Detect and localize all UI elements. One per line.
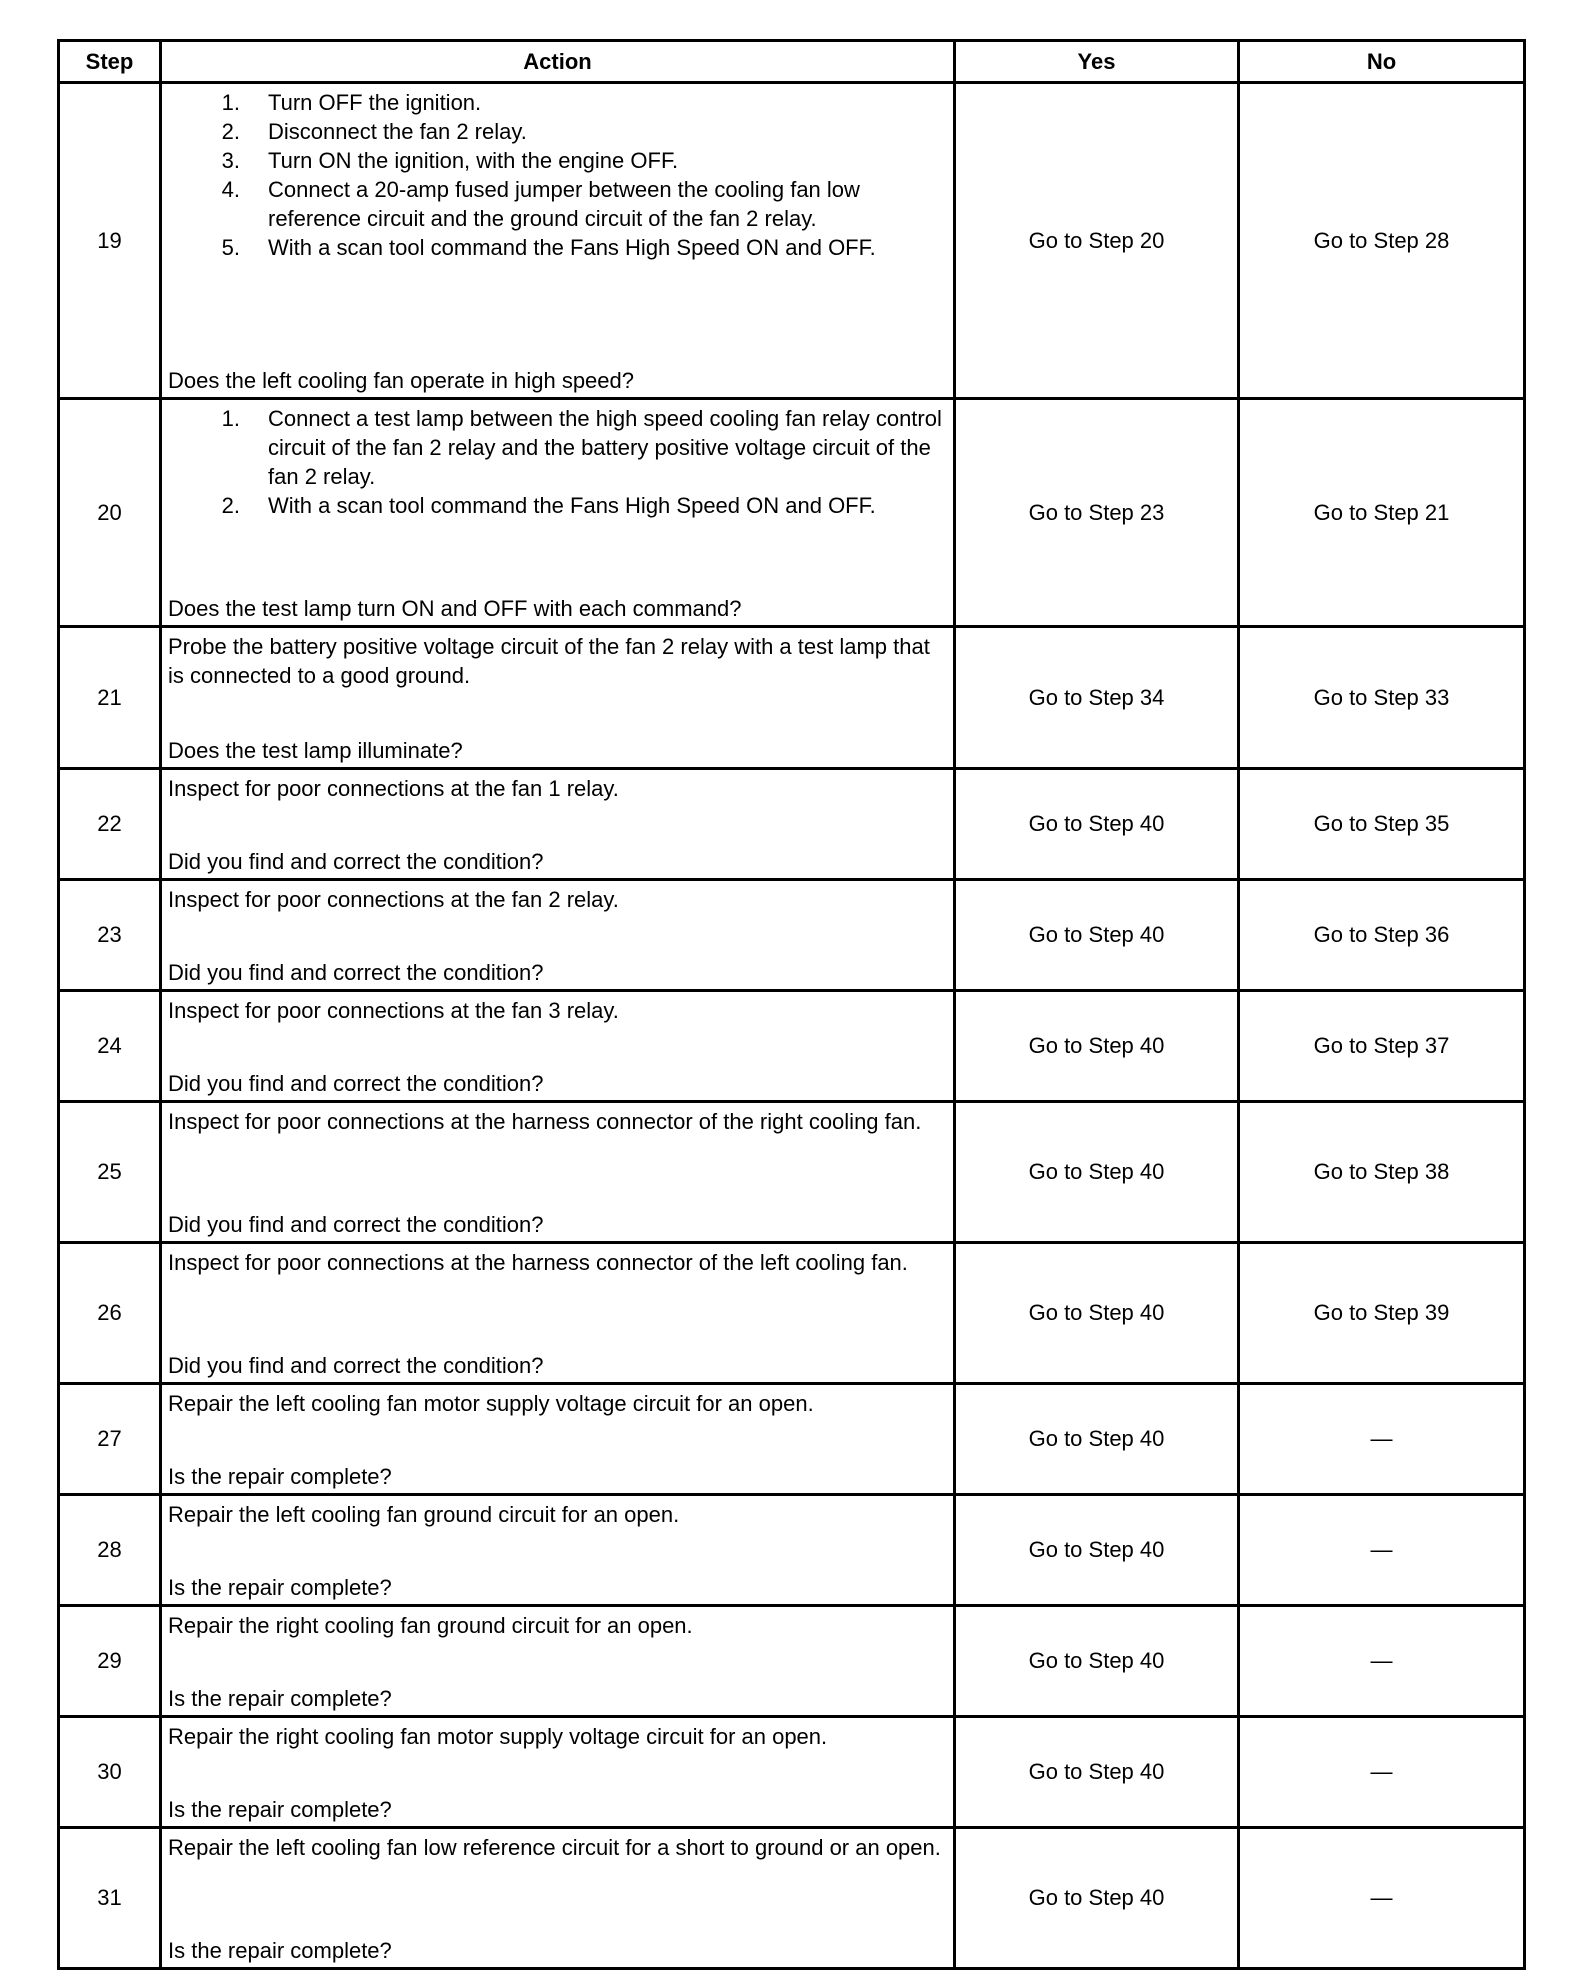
action-instructions bbox=[168, 1389, 947, 1418]
list-item-number: 4. bbox=[221, 177, 240, 202]
action-content bbox=[162, 400, 953, 625]
action-question: Is the repair complete? bbox=[168, 1938, 392, 1963]
list-item-text: Connect a test lamp between the high speed cooling fan relay control circuit of the fan 2 relay and the battery positive voltage circuit of the fan 2 relay. bbox=[268, 406, 942, 489]
action-cell bbox=[161, 1243, 955, 1384]
header-action: Action bbox=[161, 41, 955, 83]
no-result: Go to Step 38 bbox=[1239, 1102, 1525, 1243]
action-instructions bbox=[168, 1248, 947, 1277]
table-row bbox=[59, 83, 1525, 399]
list-item bbox=[168, 491, 947, 520]
table-row bbox=[59, 1243, 1525, 1384]
action-step-list bbox=[168, 404, 947, 520]
action-intro: Inspect for poor connections at the fan 2 relay. bbox=[168, 887, 619, 912]
table-row bbox=[59, 1384, 1525, 1495]
yes-result: Go to Step 34 bbox=[955, 627, 1239, 769]
step-number: 23 bbox=[59, 880, 161, 991]
list-item-text: Turn OFF the ignition. bbox=[268, 90, 482, 115]
action-cell bbox=[161, 880, 955, 991]
action-question: Does the left cooling fan operate in high speed? bbox=[168, 368, 634, 393]
action-question: Is the repair complete? bbox=[168, 1686, 392, 1711]
action-content bbox=[162, 628, 953, 767]
action-content bbox=[162, 84, 953, 397]
action-question: Did you find and correct the condition? bbox=[168, 1353, 544, 1378]
list-item bbox=[168, 88, 947, 117]
yes-result: Go to Step 40 bbox=[955, 991, 1239, 1102]
action-instructions bbox=[168, 88, 947, 262]
step-number: 24 bbox=[59, 991, 161, 1102]
list-item-text: Connect a 20-amp fused jumper between the cooling fan low reference circuit and the ground circuit of the fan 2 relay. bbox=[268, 177, 860, 231]
no-result: Go to Step 36 bbox=[1239, 880, 1525, 991]
action-intro: Repair the left cooling fan motor supply voltage circuit for an open. bbox=[168, 1391, 814, 1416]
no-result: — bbox=[1239, 1384, 1525, 1495]
list-item bbox=[168, 175, 947, 233]
step-number: 29 bbox=[59, 1606, 161, 1717]
list-item bbox=[168, 233, 947, 262]
action-question: Did you find and correct the condition? bbox=[168, 1071, 544, 1096]
action-cell bbox=[161, 1717, 955, 1828]
no-result: Go to Step 35 bbox=[1239, 769, 1525, 880]
step-number: 22 bbox=[59, 769, 161, 880]
step-number: 31 bbox=[59, 1828, 161, 1969]
action-question: Does the test lamp turn ON and OFF with each command? bbox=[168, 596, 742, 621]
yes-result: Go to Step 20 bbox=[955, 83, 1239, 399]
action-intro: Inspect for poor connections at the fan 3 relay. bbox=[168, 998, 619, 1023]
step-number: 27 bbox=[59, 1384, 161, 1495]
yes-result: Go to Step 40 bbox=[955, 1717, 1239, 1828]
yes-result: Go to Step 40 bbox=[955, 880, 1239, 991]
action-instructions bbox=[168, 1107, 947, 1136]
action-content bbox=[162, 1103, 953, 1241]
no-result: Go to Step 28 bbox=[1239, 83, 1525, 399]
list-item-number: 3. bbox=[221, 148, 240, 173]
action-content bbox=[162, 1244, 953, 1382]
action-instructions bbox=[168, 885, 947, 914]
table-row bbox=[59, 627, 1525, 769]
table-row bbox=[59, 880, 1525, 991]
action-question: Is the repair complete? bbox=[168, 1464, 392, 1489]
action-question: Did you find and correct the condition? bbox=[168, 849, 544, 874]
action-cell bbox=[161, 627, 955, 769]
step-number: 26 bbox=[59, 1243, 161, 1384]
no-result: Go to Step 21 bbox=[1239, 399, 1525, 627]
table-row bbox=[59, 1828, 1525, 1969]
action-question: Is the repair complete? bbox=[168, 1575, 392, 1600]
step-number: 19 bbox=[59, 83, 161, 399]
yes-result: Go to Step 40 bbox=[955, 1102, 1239, 1243]
list-item bbox=[168, 404, 947, 491]
table-body bbox=[59, 83, 1525, 1969]
yes-result: Go to Step 40 bbox=[955, 769, 1239, 880]
action-content bbox=[162, 770, 953, 878]
no-result: — bbox=[1239, 1828, 1525, 1969]
table-row bbox=[59, 1717, 1525, 1828]
yes-result: Go to Step 23 bbox=[955, 399, 1239, 627]
header-row bbox=[59, 41, 1525, 83]
action-question: Is the repair complete? bbox=[168, 1797, 392, 1822]
action-cell bbox=[161, 1384, 955, 1495]
step-number: 20 bbox=[59, 399, 161, 627]
header-yes: Yes bbox=[955, 41, 1239, 83]
table-row bbox=[59, 1495, 1525, 1606]
action-instructions bbox=[168, 996, 947, 1025]
action-instructions bbox=[168, 774, 947, 803]
action-intro: Repair the left cooling fan ground circuit for an open. bbox=[168, 1502, 680, 1527]
action-cell bbox=[161, 991, 955, 1102]
action-intro: Repair the right cooling fan motor supply voltage circuit for an open. bbox=[168, 1724, 828, 1749]
no-result: Go to Step 33 bbox=[1239, 627, 1525, 769]
action-cell bbox=[161, 1495, 955, 1606]
action-intro: Inspect for poor connections at the fan 1 relay. bbox=[168, 776, 619, 801]
list-item-number: 2. bbox=[221, 119, 240, 144]
list-item-number: 1. bbox=[221, 406, 240, 431]
step-number: 21 bbox=[59, 627, 161, 769]
step-number: 25 bbox=[59, 1102, 161, 1243]
action-cell bbox=[161, 769, 955, 880]
action-content bbox=[162, 1496, 953, 1604]
table-row bbox=[59, 399, 1525, 627]
action-content bbox=[162, 1607, 953, 1715]
table-row bbox=[59, 1102, 1525, 1243]
yes-result: Go to Step 40 bbox=[955, 1606, 1239, 1717]
list-item-text: With a scan tool command the Fans High Speed ON and OFF. bbox=[268, 235, 876, 260]
list-item bbox=[168, 117, 947, 146]
action-instructions bbox=[168, 1500, 947, 1529]
action-intro: Inspect for poor connections at the harness connector of the right cooling fan. bbox=[168, 1109, 922, 1134]
action-instructions bbox=[168, 632, 947, 690]
header-step: Step bbox=[59, 41, 161, 83]
list-item-text: With a scan tool command the Fans High Speed ON and OFF. bbox=[268, 493, 876, 518]
action-step-list bbox=[168, 88, 947, 262]
yes-result: Go to Step 40 bbox=[955, 1828, 1239, 1969]
step-number: 28 bbox=[59, 1495, 161, 1606]
list-item bbox=[168, 146, 947, 175]
action-content bbox=[162, 881, 953, 989]
yes-result: Go to Step 40 bbox=[955, 1495, 1239, 1606]
step-number: 30 bbox=[59, 1717, 161, 1828]
action-question: Did you find and correct the condition? bbox=[168, 1212, 544, 1237]
action-cell bbox=[161, 399, 955, 627]
action-question: Did you find and correct the condition? bbox=[168, 960, 544, 985]
table-row bbox=[59, 1606, 1525, 1717]
action-intro: Repair the left cooling fan low reference circuit for a short to ground or an open. bbox=[168, 1835, 941, 1860]
list-item-number: 5. bbox=[221, 235, 240, 260]
list-item-text: Turn ON the ignition, with the engine OFF. bbox=[268, 148, 679, 173]
action-question: Does the test lamp illuminate? bbox=[168, 738, 463, 763]
table-row bbox=[59, 991, 1525, 1102]
action-intro: Inspect for poor connections at the harness connector of the left cooling fan. bbox=[168, 1250, 908, 1275]
no-result: — bbox=[1239, 1495, 1525, 1606]
action-intro: Repair the right cooling fan ground circuit for an open. bbox=[168, 1613, 693, 1638]
action-content bbox=[162, 1385, 953, 1493]
action-content bbox=[162, 1718, 953, 1826]
table-row bbox=[59, 769, 1525, 880]
no-result: — bbox=[1239, 1717, 1525, 1828]
action-intro: Probe the battery positive voltage circuit of the fan 2 relay with a test lamp that is connected to a good ground. bbox=[168, 634, 930, 688]
yes-result: Go to Step 40 bbox=[955, 1243, 1239, 1384]
action-cell bbox=[161, 1828, 955, 1969]
list-item-text: Disconnect the fan 2 relay. bbox=[268, 119, 527, 144]
no-result: — bbox=[1239, 1606, 1525, 1717]
action-instructions bbox=[168, 1833, 947, 1862]
action-instructions bbox=[168, 1722, 947, 1751]
action-cell bbox=[161, 83, 955, 399]
diagnostic-table bbox=[57, 39, 1526, 1970]
action-content bbox=[162, 992, 953, 1100]
no-result: Go to Step 39 bbox=[1239, 1243, 1525, 1384]
action-content bbox=[162, 1829, 953, 1967]
action-instructions bbox=[168, 1611, 947, 1640]
list-item-number: 1. bbox=[221, 90, 240, 115]
yes-result: Go to Step 40 bbox=[955, 1384, 1239, 1495]
action-instructions bbox=[168, 404, 947, 520]
action-cell bbox=[161, 1102, 955, 1243]
list-item-number: 2. bbox=[221, 493, 240, 518]
no-result: Go to Step 37 bbox=[1239, 991, 1525, 1102]
action-cell bbox=[161, 1606, 955, 1717]
header-no: No bbox=[1239, 41, 1525, 83]
